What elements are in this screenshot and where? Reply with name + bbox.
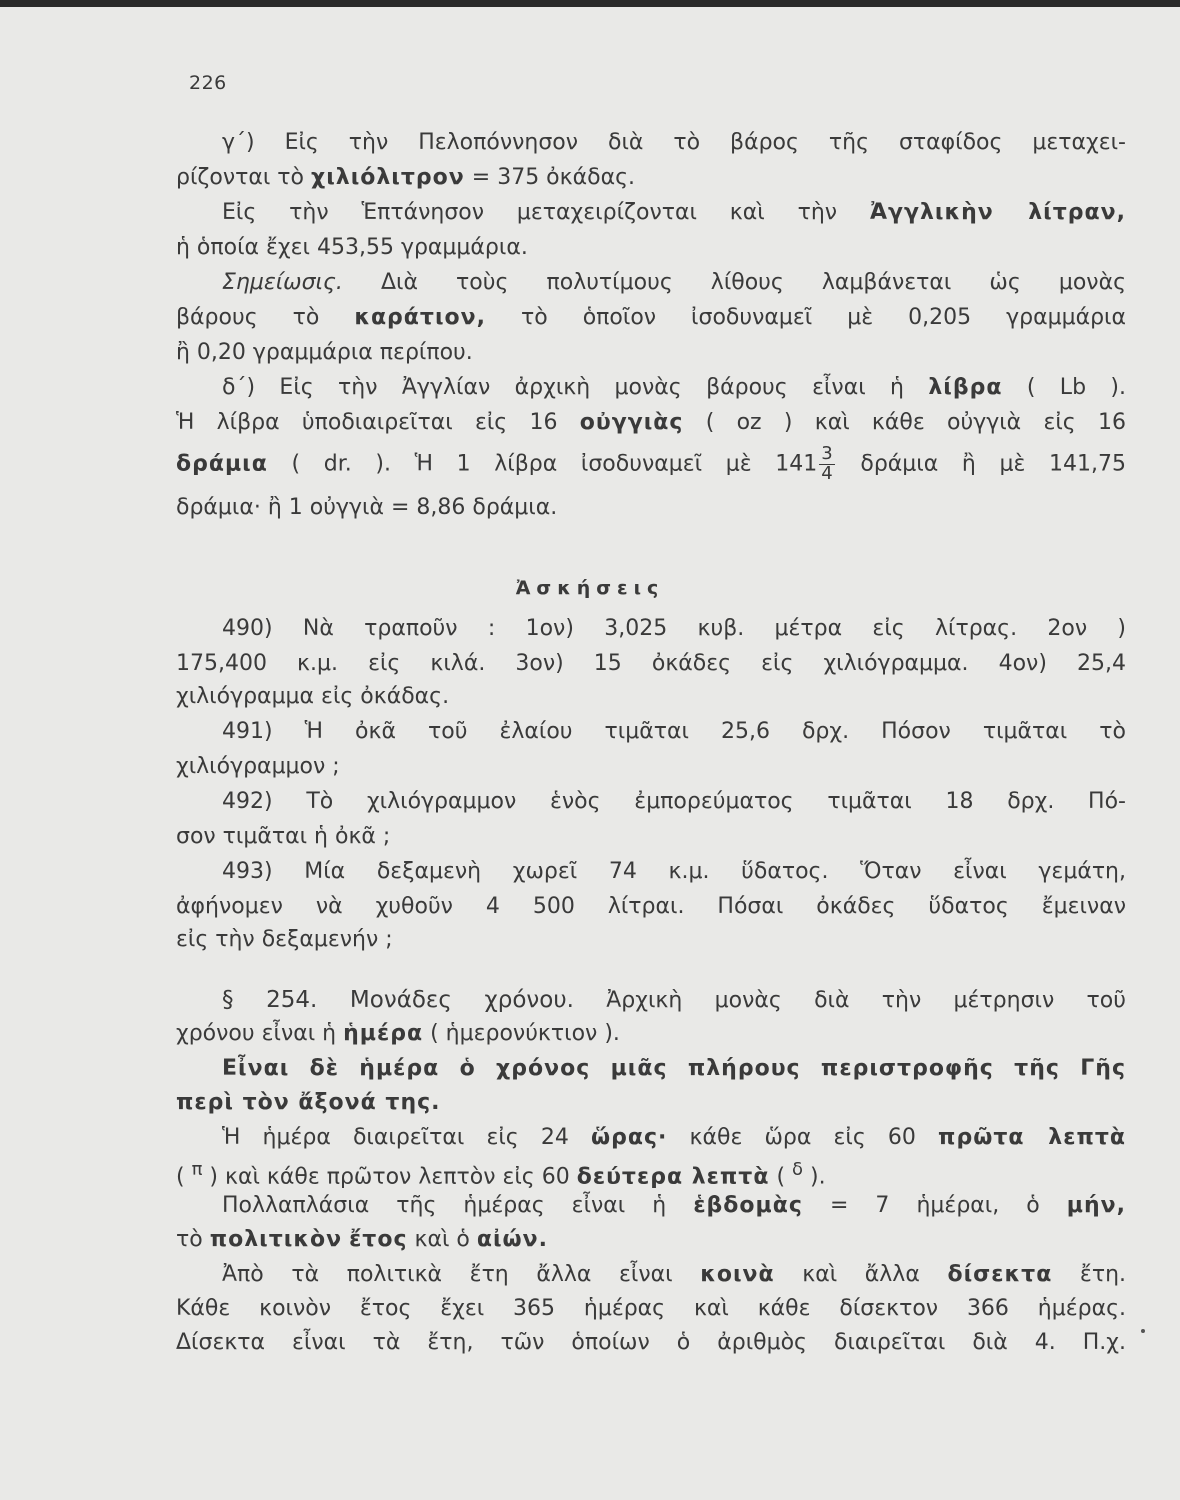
text-line: Ἀπὸ τὰ πολιτικὰ ἔτη ἄλλα εἶναι κοινὰ καὶ ἄλλα δίσεκτα ἔτη. <box>222 1262 1127 1287</box>
text-line: Κάθε κοινὸν ἔτος ἔχει 365 ἡμέρας καὶ κάθε δίσεκτον 366 ἡμέρας. <box>176 1296 1126 1321</box>
text-line: Ἡ ἡμέρα διαιρεῖται εἰς 24 ὥρας· κάθε ὥρα εἰς 60 πρῶτα λεπτὰ <box>222 1125 1127 1150</box>
text-line: Σημείωσις. Διὰ τοὺς πολυτίμους λίθους λαμβάνεται ὡς μονὰς <box>222 270 1126 295</box>
exercise-line: 493) Μία δεξαμενὴ χωρεῖ 74 κ.μ. ὕδατος. Ὅταν εἶναι γεμάτη, <box>222 859 1126 884</box>
symbol-superscript: π <box>191 1159 203 1180</box>
term-bold: ἑβδομὰς <box>693 1193 803 1218</box>
symbol-superscript: δ <box>792 1159 804 1180</box>
text-line: δράμια· ἢ 1 οὐγγιὰ = 8,86 δράμια. <box>176 495 558 520</box>
text-line: δ΄) Εἰς τὴν Ἀγγλίαν ἀρχικὴ μονὰς βάρους εἶναι ἡ λίβρα ( Lb ). <box>222 375 1126 400</box>
text-line: ἡ ὁποία ἔχει 453,55 γραμμάρια. <box>176 235 528 260</box>
text-line: γ΄) Εἰς τὴν Πελοπόννησον διὰ τὸ βάρος τῆς σταφίδος μεταχει- <box>222 130 1126 155</box>
note-label: Σημείωσις. <box>222 270 343 295</box>
term-bold: αἰών. <box>476 1227 549 1252</box>
term-bold: ὥρας· <box>590 1125 668 1150</box>
text-line: Ἡ λίβρα ὑποδιαιρεῖται εἰς 16 οὐγγιὰς ( oz ) καὶ κάθε οὐγγιὰ εἰς 16 <box>176 410 1126 435</box>
text-line: δράμια ( dr. ). Ἡ 1 λίβρα ἰσοδυναμεῖ μὲ 141 $\frac{3}{4}$ δράμια ἢ μὲ 141,75 <box>176 443 1126 484</box>
exercise-line: εἰς τὴν δεξαμενήν ; <box>176 927 393 952</box>
text-line: § 254. Μονάδες χρόνου. Ἀρχικὴ μονὰς διὰ τὴν μέτρησιν τοῦ <box>222 987 1126 1013</box>
term-bold: Ἀγγλικὴν λίτραν, <box>869 200 1127 225</box>
text-line: βάρους τὸ καράτιον, τὸ ὁποῖον ἰσοδυναμεῖ μὲ 0,205 γραμμάρια <box>176 305 1126 330</box>
text-line: Εἰς τὴν Ἑπτάνησον μεταχειρίζονται καὶ τὴν Ἀγγλικὴν λίτραν, <box>222 200 1127 225</box>
exercise-line: 492) Τὸ χιλιόγραμμον ἑνὸς ἐμπορεύματος τιμᾶται 18 δρχ. Πό- <box>222 789 1126 814</box>
exercise-line: ἀφήνομεν νὰ χυθοῦν 4 500 λίτραι. Πόσαι ὀκάδες ὕδατος ἔμειναν <box>176 894 1126 919</box>
text-line: ( $^\pi$ ) καὶ κάθε πρῶτον λεπτὸν εἰς 60 δεύτερα λεπτὰ ( $^\delta$ ). <box>176 1159 826 1190</box>
text-line: Δίσεκτα εἶναι τὰ ἔτη, τῶν ὁποίων ὁ ἀριθμὸς διαιρεῖται διὰ 4. Π.χ. <box>176 1330 1126 1355</box>
exercise-line: 490) Νὰ τραποῦν : 1ον) 3,025 κυβ. μέτρα εἰς λίτρας. 2ον ) <box>222 616 1126 641</box>
text-line: ἢ 0,20 γραμμάρια περίπου. <box>176 340 473 365</box>
term-bold: ἔτος <box>349 1227 408 1252</box>
text-line: τὸ πολιτικὸν ἔτος καὶ ὁ αἰών. <box>176 1227 549 1252</box>
exercise-line: χιλιόγραμμον ; <box>176 754 340 779</box>
exercise-line: 175,400 κ.μ. εἰς κιλά. 3ον) 15 ὀκάδες εἰς χιλιόγραμμα. 4ον) 25,4 <box>176 651 1126 676</box>
term-bold: κοινὰ <box>700 1262 775 1287</box>
section-heading: Ἀσκήσεις <box>515 577 665 599</box>
term-bold: λίβρα <box>928 375 1003 400</box>
exercise-line: 491) Ἡ ὀκᾶ τοῦ ἐλαίου τιμᾶται 25,6 δρχ. Πόσον τιμᾶται τὸ <box>222 719 1126 744</box>
term-bold: ἡμέρα <box>343 1021 424 1046</box>
fraction: $\frac{3}{4}$ <box>821 443 833 484</box>
exercise-line: σον τιμᾶται ἡ ὀκᾶ ; <box>176 824 391 849</box>
exercise-line: χιλιόγραμμα εἰς ὀκάδας. <box>176 684 450 709</box>
term-bold: μήν, <box>1066 1193 1126 1218</box>
term-bold: καράτιον, <box>354 305 486 330</box>
definition-line: περὶ τὸν ἄξονά της. <box>176 1090 441 1115</box>
term-bold: πρῶτα λεπτὰ <box>938 1125 1127 1150</box>
scan-speck <box>1141 1329 1145 1333</box>
term-bold: δίσεκτα <box>947 1262 1053 1287</box>
term-bold: οὐγγιὰς <box>579 410 684 435</box>
text-line: Πολλαπλάσια τῆς ἡμέρας εἶναι ἡ ἑβδομὰς = 7 ἡμέραι, ὁ μήν, <box>222 1193 1126 1218</box>
term-bold: χιλιόλιτρον <box>311 165 465 190</box>
section-title: § 254. Μονάδες χρόνου. <box>222 987 574 1013</box>
text-line: ρίζονται τὸ χιλιόλιτρον = 375 ὀκάδας. <box>176 165 635 190</box>
term-bold: δεύτερα λεπτὰ <box>576 1164 770 1190</box>
page-number: 226 <box>189 72 227 94</box>
text-line: χρόνου εἶναι ἡ ἡμέρα ( ἡμερονύκτιον ). <box>176 1021 620 1046</box>
scan-top-edge <box>0 0 1180 7</box>
term-bold: πολιτικὸν <box>209 1227 343 1252</box>
definition-line: Εἶναι δὲ ἡμέρα ὁ χρόνος μιᾶς πλήρους περιστροφῆς τῆς Γῆς <box>222 1056 1126 1081</box>
term-bold: δράμια <box>176 451 268 477</box>
